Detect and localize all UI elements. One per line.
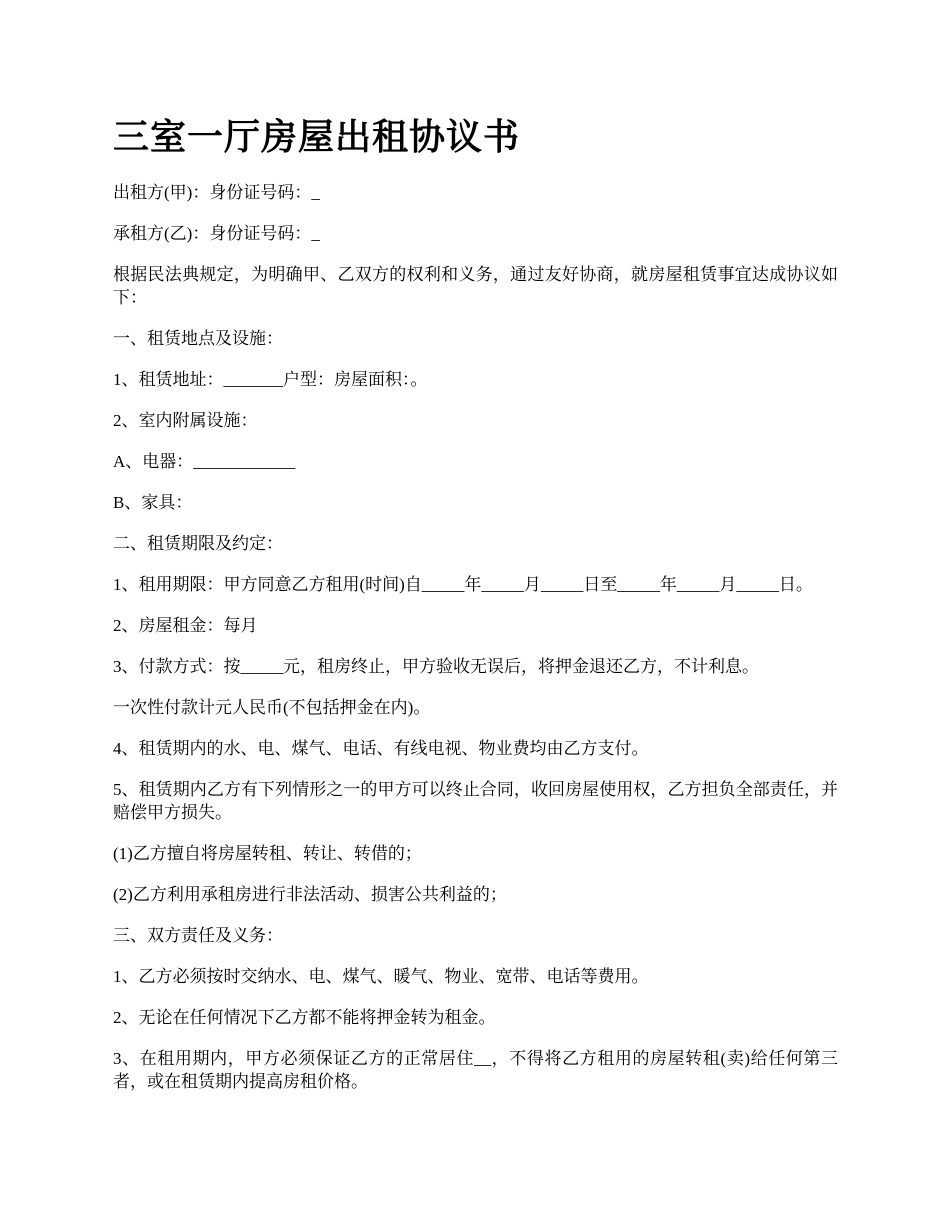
clause-facilities: 2、室内附属设施： — [113, 411, 258, 430]
document-body — [113, 181, 838, 1111]
clause-furniture: B、家具： — [113, 493, 193, 512]
clause-utilities: 4、租赁期内的水、电、煤气、电话、有线电视、物业费均由乙方支付。 — [113, 739, 649, 758]
clause-termination: 5、租赁期内乙方有下列情形之一的甲方可以终止合同，收回房屋使用权，乙方担负全部责任，并赔偿甲方损失。 — [113, 780, 838, 822]
clause-lease-term: 1、租用期限：甲方同意乙方租用(时间)自_____年_____月_____日至_____年_____月_____日。 — [113, 575, 813, 594]
clause-rental-address: 1、租赁地址：_______户型：房屋面积：。 — [113, 370, 428, 389]
clause-deposit: 2、无论在任何情况下乙方都不能将押金转为租金。 — [113, 1008, 496, 1027]
clause-appliances: A、电器：____________ — [113, 452, 296, 471]
lessor-id-line: 出租方(甲)：身份证号码：_ — [113, 183, 320, 202]
clause-residence-guarantee: 3、在租用期内，甲方必须保证乙方的正常居住__，不得将乙方租用的房屋转租(卖)给任何第三者，或在租赁期内提高房租价格。 — [113, 1049, 838, 1091]
lessee-id-line: 承租方(乙)：身份证号码：_ — [113, 224, 320, 243]
document-title: 三室一厅房屋出租协议书 — [113, 117, 521, 157]
clause-fee-payment: 1、乙方必须按时交纳水、电、煤气、暖气、物业、宽带、电话等费用。 — [113, 967, 649, 986]
section-heading-2: 二、租赁期限及约定： — [113, 534, 283, 553]
preamble: 根据民法典规定，为明确甲、乙双方的权利和义务，通过友好协商，就房屋租赁事宜达成协议如下： — [113, 265, 838, 307]
clause-lump-sum: 一次性付款计元人民币(不包括押金在内)。 — [113, 698, 431, 717]
clause-termination-item-1: (1)乙方擅自将房屋转租、转让、转借的； — [113, 844, 422, 863]
clause-payment-method: 3、付款方式：按_____元，租房终止，甲方验收无误后，将押金退还乙方，不计利息。 — [113, 657, 759, 676]
section-heading-1: 一、租赁地点及设施： — [113, 329, 283, 348]
clause-rent: 2、房屋租金：每月 — [113, 616, 258, 635]
section-heading-3: 三、双方责任及义务： — [113, 926, 283, 945]
clause-termination-item-2: (2)乙方利用承租房进行非法活动、损害公共利益的； — [113, 885, 507, 904]
